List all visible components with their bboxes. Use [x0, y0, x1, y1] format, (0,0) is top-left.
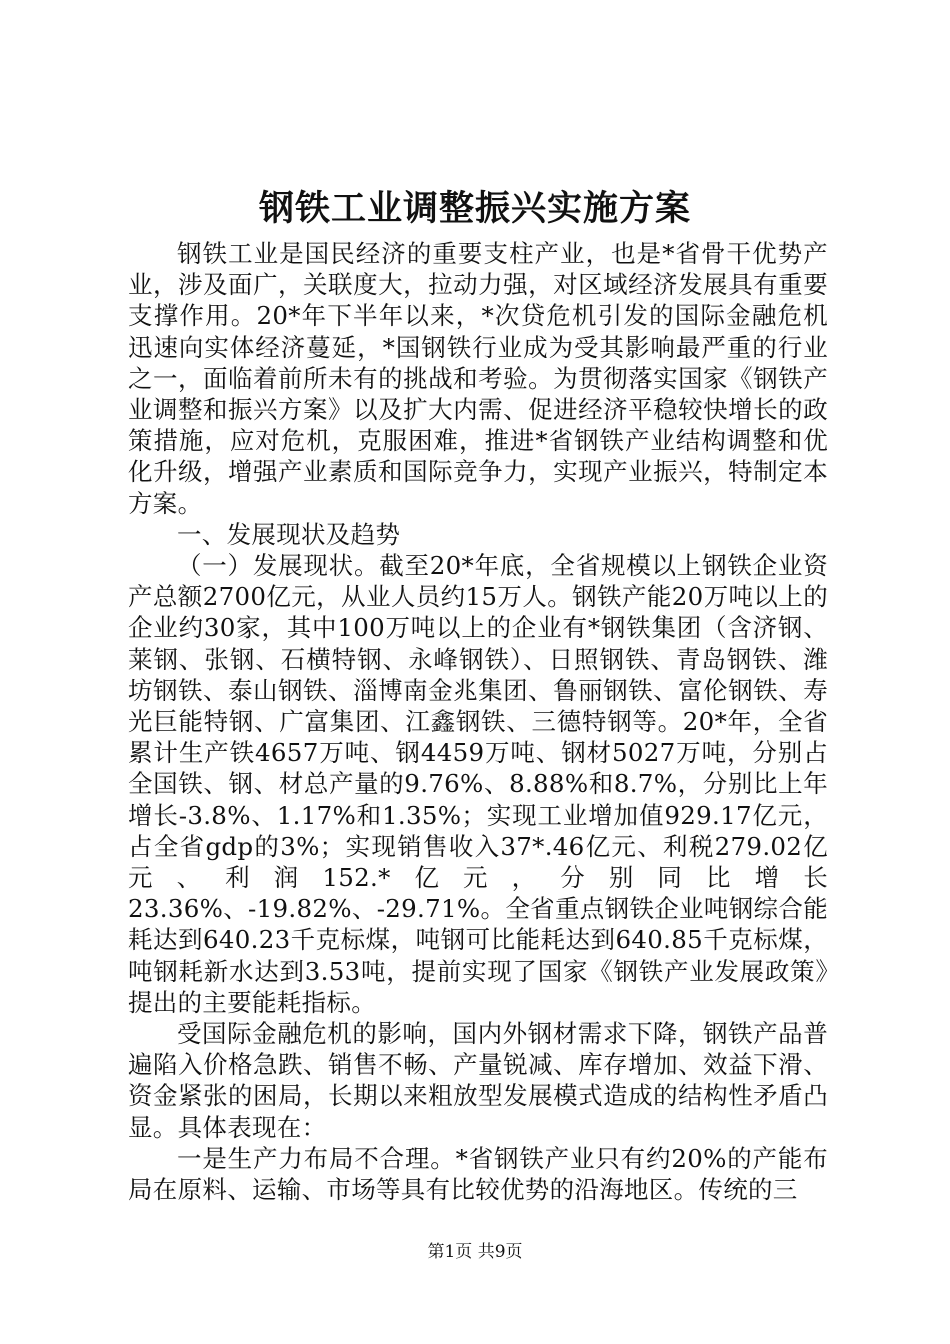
paragraph-layout-issue: 一是生产力布局不合理。*省钢铁产业只有约20%的产能布局在原料、运输、市场等具有比较优势的沿海地区。传统的三	[128, 1143, 828, 1205]
page-footer: 第1页 共9页	[427, 1242, 523, 1262]
paragraph-current-status: （一）发展现状。截至20*年底，全省规模以上钢铁企业资产总额2700亿元，从业人员约15万人。钢铁产能20万吨以上的企业约30家，其中100万吨以上的企业有*钢铁集团（含济钢、莱钢、张钢、石横特钢、永峰钢铁）、日照钢铁、青岛钢铁、潍坊钢铁、泰山钢铁、淄博南金兆集团、鲁丽钢铁、富伦钢铁、寿光巨能特钢、广富集团、江鑫钢铁、三德特钢等。20*年，全省累计生产铁4657万吨、钢4459万吨、钢材5027万吨，分别占全国铁、钢、材总产量的9.76%、8.88%和8.7%，分别比上年增长-3.8%、1.17%和1.35%；实现工业增加值929.17亿元，占全省gdp的3%；实现销售收入37*.46亿元、利税279.02亿元、利润152.*亿元，分别同比增长23.36%、-19.82%、-29.71%。全省重点钢铁企业吨钢综合能耗达到640.23千克标煤，吨钢可比能耗达到640.85千克标煤，吨钢耗新水达到3.53吨，提前实现了国家《钢铁产业发展政策》提出的主要能耗指标。	[128, 551, 828, 1017]
section-heading: 一、发展现状及趋势	[177, 519, 401, 549]
paragraph-intro: 钢铁工业是国民经济的重要支柱产业，也是*省骨干优势产业，涉及面广，关联度大，拉动力强，对区域经济发展具有重要支撑作用。20*年下半年以来，*次贷危机引发的国际金融危机迅速向实体经济蔓延，*国钢铁行业成为受其影响最严重的行业之一，面临着前所未有的挑战和考验。为贯彻落实国家《钢铁产业调整和振兴方案》以及扩大内需、促进经济平稳较快增长的政策措施，应对危机，克服困难，推进*省钢铁产业结构调整和优化升级，增强产业素质和国际竞争力，实现产业振兴，特制定本方案。	[128, 239, 828, 518]
document-title: 钢铁工业调整振兴实施方案	[258, 188, 691, 229]
paragraph-crisis-impact: 受国际金融危机的影响，国内外钢材需求下降，钢铁产品普遍陷入价格急跌、销售不畅、产量锐减、库存增加、效益下滑、资金紧张的困局，长期以来粗放型发展模式造成的结构性矛盾凸显。具体表现在：	[128, 1019, 828, 1142]
document-body	[128, 238, 828, 1205]
